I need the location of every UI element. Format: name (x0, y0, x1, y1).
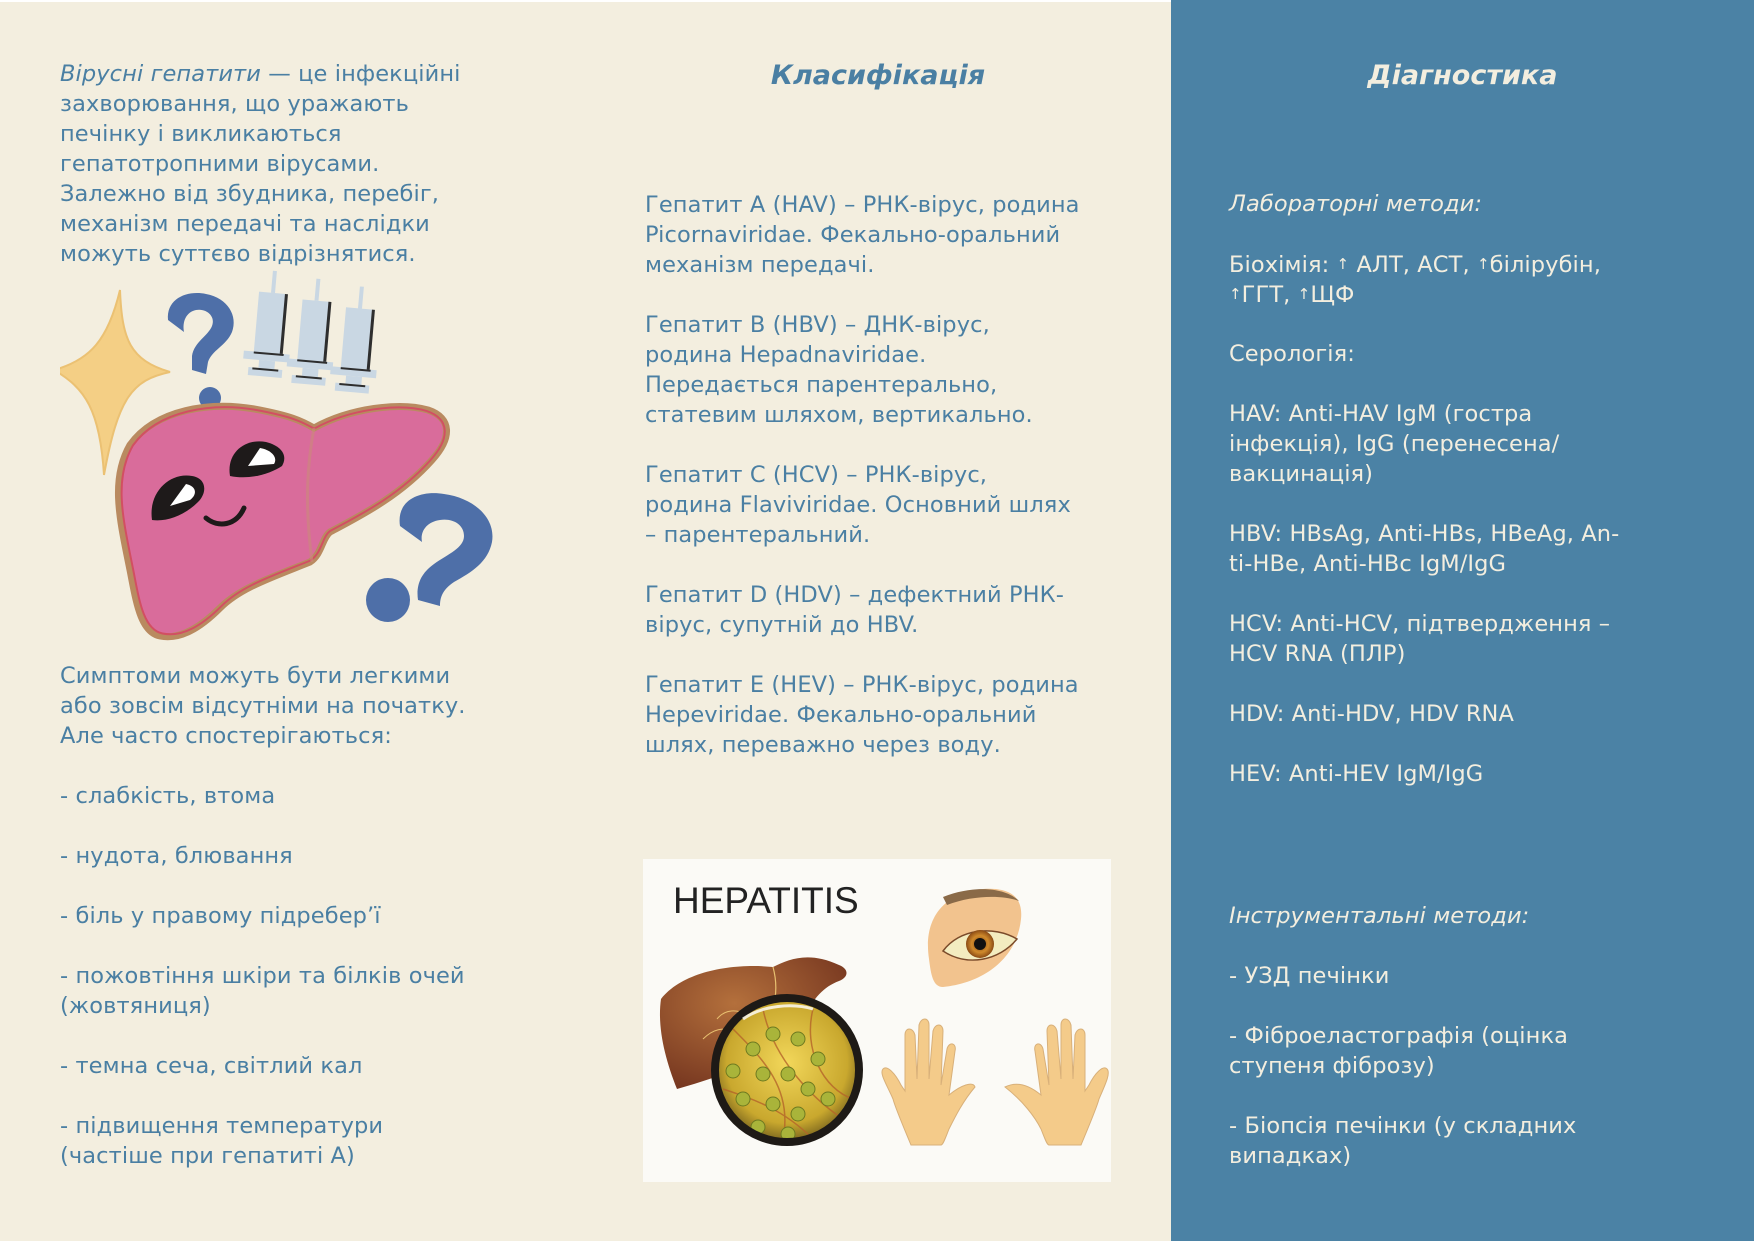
symptoms-lead-line: Але часто спостерігаються: (60, 723, 392, 749)
serology-entry-hcv: HCV: Anti-HCV, підтвердження – (1229, 611, 1611, 637)
panel-diagnostics (1171, 0, 1754, 1241)
instrumental-item: - Фіброеластографія (оцінка (1229, 1023, 1569, 1049)
syringe-icon (241, 270, 384, 394)
classification-entry-line: Picornaviridae. Фекально-оральний (645, 222, 1061, 248)
classification-entry-hbv: Гепатит B (HBV) – ДНК-вірус, (645, 312, 990, 338)
intro-line: гепатотропними вірусами. (60, 151, 380, 177)
arrow-up-icon: ↑ (1476, 255, 1490, 273)
instrumental-item: - Біопсія печінки (у складних (1229, 1113, 1577, 1139)
serology-entry-hav: HAV: Anti-HAV IgM (гостра (1229, 401, 1533, 427)
classification-list (645, 190, 1080, 760)
arrow-up-icon: ↑ (1336, 255, 1350, 273)
serology-label: Серологія: (1229, 341, 1355, 367)
panel-introduction (0, 0, 585, 1241)
eye-icon (928, 889, 1021, 987)
symptoms-section (60, 661, 466, 1171)
serology-entry-hev: HEV: Anti-HEV IgM/IgG (1229, 761, 1484, 787)
classification-entry-line: вірус, супутній до HBV. (645, 612, 919, 638)
hepatitis-figure-title: HEPATITIS (673, 880, 859, 921)
classification-entry-hav: Гепатит A (HAV) – РНК-вірус, родина (645, 192, 1080, 218)
symptom-item-continued: (частіше при гепатиті А) (60, 1143, 355, 1169)
arrow-up-icon: ↑ (1297, 285, 1311, 303)
panel-classification (585, 0, 1171, 1241)
lab-methods-section (1229, 189, 1619, 789)
classification-entry-line: родина Flaviviridae. Основний шлях (645, 492, 1071, 518)
question-mark-icon (366, 493, 492, 622)
instrumental-item-continued: ступеня фіброзу) (1229, 1053, 1435, 1079)
biochemistry-line: Біохімія: ↑ АЛТ, АСТ, ↑білірубін, (1229, 252, 1601, 278)
serology-entry-line: HCV RNA (ПЛР) (1229, 641, 1406, 667)
hepatitis-figure (643, 859, 1111, 1182)
liver-illustration (60, 270, 500, 650)
intro-line: Залежно від збудника, перебіг, (60, 181, 440, 207)
intro-line: механізм передачі та наслідки (60, 211, 430, 237)
lab-methods-heading: Лабораторні методи: (1229, 191, 1483, 217)
classification-entry-hdv: Гепатит D (HDV) – дефектний РНК- (645, 582, 1064, 608)
serology-entry-line: інфекція), IgG (перенесена/ (1229, 431, 1560, 457)
hand-icon (882, 1019, 1108, 1145)
intro-paragraph (60, 59, 461, 269)
symptoms-lead-line: або зовсім відсутніми на початку. (60, 693, 466, 719)
intro-line: печінку і викликаються (60, 121, 342, 147)
intro-line: Вірусні гепатити — це інфекційні (60, 61, 461, 87)
classification-entry-line: статевим шляхом, вертикально. (645, 402, 1033, 428)
symptom-item-continued: (жовтяниця) (60, 993, 211, 1019)
symptoms-lead-line: Симптоми можуть бути легкими (60, 663, 451, 689)
instrumental-methods-section (1229, 901, 1576, 1171)
symptom-item: - біль у правому підребер’ї (60, 903, 381, 929)
serology-entry-line: вакцинація) (1229, 461, 1374, 487)
symptom-item: - підвищення температури (60, 1113, 384, 1139)
symptom-item: - слабкість, втома (60, 783, 276, 809)
serology-entry-hdv: HDV: Anti-HDV, HDV RNA (1229, 701, 1514, 727)
instrumental-item-continued: випадках) (1229, 1143, 1352, 1169)
symptom-item: - темна сеча, світлий кал (60, 1053, 363, 1079)
magnifier-icon (715, 998, 859, 1142)
classification-entry-line: шлях, переважно через воду. (645, 732, 1001, 758)
instrumental-methods-heading: Інструментальні методи: (1229, 903, 1530, 929)
classification-entry-hev: Гепатит E (HEV) – РНК-вірус, родина (645, 672, 1079, 698)
classification-entry-line: – парентеральний. (645, 522, 871, 548)
serology-entry-line: ti-HBe, Anti-HBc IgM/IgG (1229, 551, 1507, 577)
question-mark-icon (168, 293, 234, 409)
classification-entry-line: Передається парентерально, (645, 372, 998, 398)
classification-entry-line: механізм передачі. (645, 252, 875, 278)
symptom-item: - нудота, блювання (60, 843, 293, 869)
intro-line: можуть суттєво відрізнятися. (60, 241, 416, 267)
classification-title: Класифікація (770, 60, 986, 91)
classification-entry-line: Hepeviridae. Фекально-оральний (645, 702, 1037, 728)
serology-entry-hbv: HBV: HBsAg, Anti-HBs, HBeAg, An- (1229, 521, 1620, 547)
classification-entry-line: родина Hepadnaviridae. (645, 342, 927, 368)
arrow-up-icon: ↑ (1229, 285, 1242, 303)
classification-entry-hcv: Гепатит C (HCV) – РНК-вірус, (645, 462, 988, 488)
intro-line: захворювання, що уражають (60, 91, 409, 117)
intro-term: Вірусні гепатити (60, 61, 261, 87)
biochemistry-line: ↑ГГТ, ↑ЩФ (1229, 282, 1355, 308)
diagnostics-title: Діагностика (1367, 60, 1558, 91)
instrumental-item: - УЗД печінки (1229, 963, 1390, 989)
symptom-item: - пожовтіння шкіри та білків очей (60, 963, 465, 989)
